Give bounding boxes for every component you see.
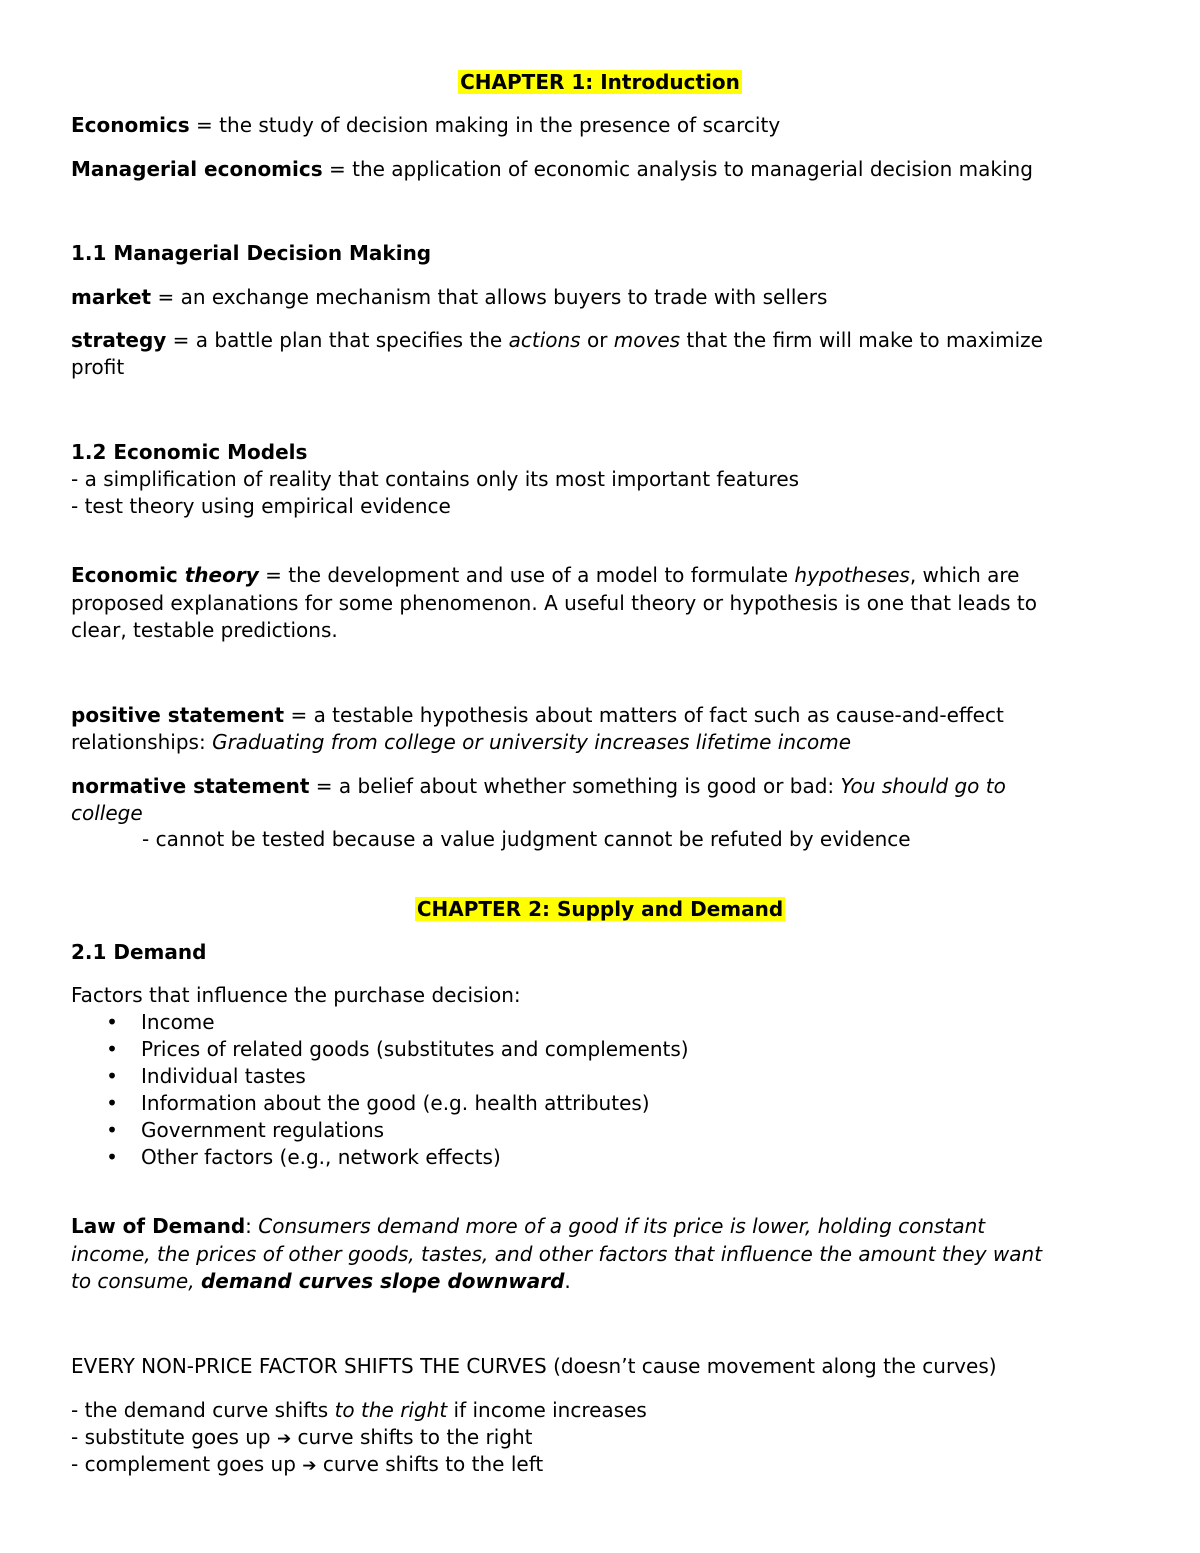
- law-of-demand-cont-2: [71, 1268, 571, 1295]
- example: Graduating from college or university increases lifetime income: [212, 730, 852, 754]
- definition-normative-statement-cont: [71, 800, 143, 827]
- definition-text: = the development and use of a model to formulate: [258, 563, 795, 587]
- term: positive statement: [71, 703, 285, 727]
- separator: :: [245, 1214, 259, 1238]
- definition-text: that the firm will make to maximize: [680, 328, 1043, 352]
- definition-text: = an exchange mechanism that allows buyers to trade with sellers: [151, 285, 828, 309]
- definition-strategy: [71, 327, 1043, 354]
- model-point-2: - test theory using empirical evidence: [71, 494, 451, 518]
- law-of-demand: [71, 1213, 985, 1240]
- example: college: [71, 801, 143, 825]
- chapter-1-title: [0, 69, 1200, 96]
- law-emphasis: demand curves slope downward: [200, 1269, 565, 1293]
- bullet-icon: •: [106, 1145, 118, 1169]
- term: strategy: [71, 328, 167, 352]
- definition-text: = a belief about whether something is good or bad:: [309, 774, 841, 798]
- term: normative statement: [71, 774, 310, 798]
- law-text: to consume,: [71, 1269, 201, 1293]
- term: Economic: [71, 563, 185, 587]
- emphasis: moves: [613, 328, 681, 352]
- list-item-text: Income: [141, 1010, 215, 1034]
- definition-market: [71, 284, 827, 311]
- bullet-icon: •: [106, 1010, 118, 1034]
- section-heading-1-1: [71, 240, 431, 267]
- definition-positive-statement: [71, 702, 1004, 729]
- definition-economics: [71, 112, 780, 139]
- definition-managerial-economics: [71, 156, 1033, 183]
- note-text: curve shifts to the right: [291, 1425, 533, 1449]
- model-point-1: - a simplification of reality that contains only its most important features: [71, 467, 800, 491]
- shift-note-3: [71, 1451, 543, 1480]
- note-text: - substitute goes up: [71, 1425, 277, 1449]
- list-item-text: Other factors (e.g., network effects): [141, 1145, 501, 1169]
- definition-text: or: [580, 328, 614, 352]
- shift-note-2: [71, 1424, 533, 1453]
- chapter-1-title-text: CHAPTER 1: Introduction: [460, 70, 740, 94]
- term: Economics: [71, 113, 190, 137]
- example: You should go to: [840, 774, 1006, 798]
- arrow-right-icon: ➔: [276, 1429, 292, 1449]
- list-item-text: Individual tastes: [141, 1064, 306, 1088]
- list-item-text: Information about the good (e.g. health attributes): [141, 1091, 650, 1115]
- definition-text: = the application of economic analysis to managerial decision making: [322, 157, 1033, 181]
- law-text: Consumers demand more of a good if its price is lower, holding constant: [258, 1214, 986, 1238]
- arrow-right-icon: ➔: [302, 1456, 317, 1476]
- note-text: - complement goes up: [71, 1452, 303, 1476]
- law-of-demand-cont-1: [71, 1241, 1042, 1268]
- bullet-icon: •: [106, 1118, 118, 1142]
- definition-strategy-cont: profit: [71, 355, 125, 379]
- emphasis: actions: [508, 328, 581, 352]
- note-text: - the demand curve shifts: [71, 1398, 335, 1422]
- shift-note-1: [71, 1397, 647, 1424]
- definition-text: relationships:: [71, 730, 213, 754]
- definition-normative-statement: [71, 773, 1006, 800]
- normative-note: - cannot be tested because a value judgment cannot be refuted by evidence: [142, 827, 911, 851]
- definition-economic-theory-cont-2: clear, testable predictions.: [71, 618, 338, 642]
- note-text: if income increases: [447, 1398, 647, 1422]
- factors-intro: Factors that influence the purchase decision:: [71, 983, 521, 1007]
- term: market: [71, 285, 152, 309]
- definition-economic-theory: [71, 562, 1020, 589]
- bullet-icon: •: [106, 1064, 118, 1088]
- section-heading-1-2: [71, 439, 307, 466]
- term: Law of Demand: [71, 1214, 246, 1238]
- definition-economic-theory-cont-1: proposed explanations for some phenomenon. A useful theory or hypothesis is one that leads to: [71, 591, 1038, 615]
- definition-text: = a testable hypothesis about matters of fact such as cause-and-effect: [284, 703, 1004, 727]
- definition-positive-statement-cont: [71, 729, 851, 756]
- emphasis: to the right: [334, 1398, 448, 1422]
- heading-text: 1.1 Managerial Decision Making: [71, 241, 432, 265]
- punctuation: .: [564, 1269, 571, 1293]
- chapter-2-title-text: CHAPTER 2: Supply and Demand: [416, 897, 784, 921]
- chapter-2-title: [0, 896, 1200, 923]
- section-heading-2-1: [71, 939, 206, 966]
- heading-text: 2.1 Demand: [71, 940, 207, 964]
- list-item-text: Government regulations: [141, 1118, 385, 1142]
- bullet-icon: •: [106, 1091, 118, 1115]
- term: Managerial economics: [71, 157, 323, 181]
- bullet-icon: •: [106, 1037, 118, 1061]
- definition-text: , which are: [909, 563, 1020, 587]
- emphasis: hypotheses: [794, 563, 910, 587]
- note-text: curve shifts to the left: [316, 1452, 544, 1476]
- non-price-factor-note: EVERY NON-PRICE FACTOR SHIFTS THE CURVES (doesn’t cause movement along the curves): [71, 1354, 997, 1378]
- definition-text: = the study of decision making in the presence of scarcity: [189, 113, 781, 137]
- law-text: income, the prices of other goods, tastes, and other factors that influence the amount they want: [71, 1242, 1043, 1266]
- definition-text: = a battle plan that specifies the: [166, 328, 509, 352]
- heading-text: 1.2 Economic Models: [71, 440, 308, 464]
- list-item-text: Prices of related goods (substitutes and complements): [141, 1037, 689, 1061]
- term-emphasis: theory: [184, 563, 259, 587]
